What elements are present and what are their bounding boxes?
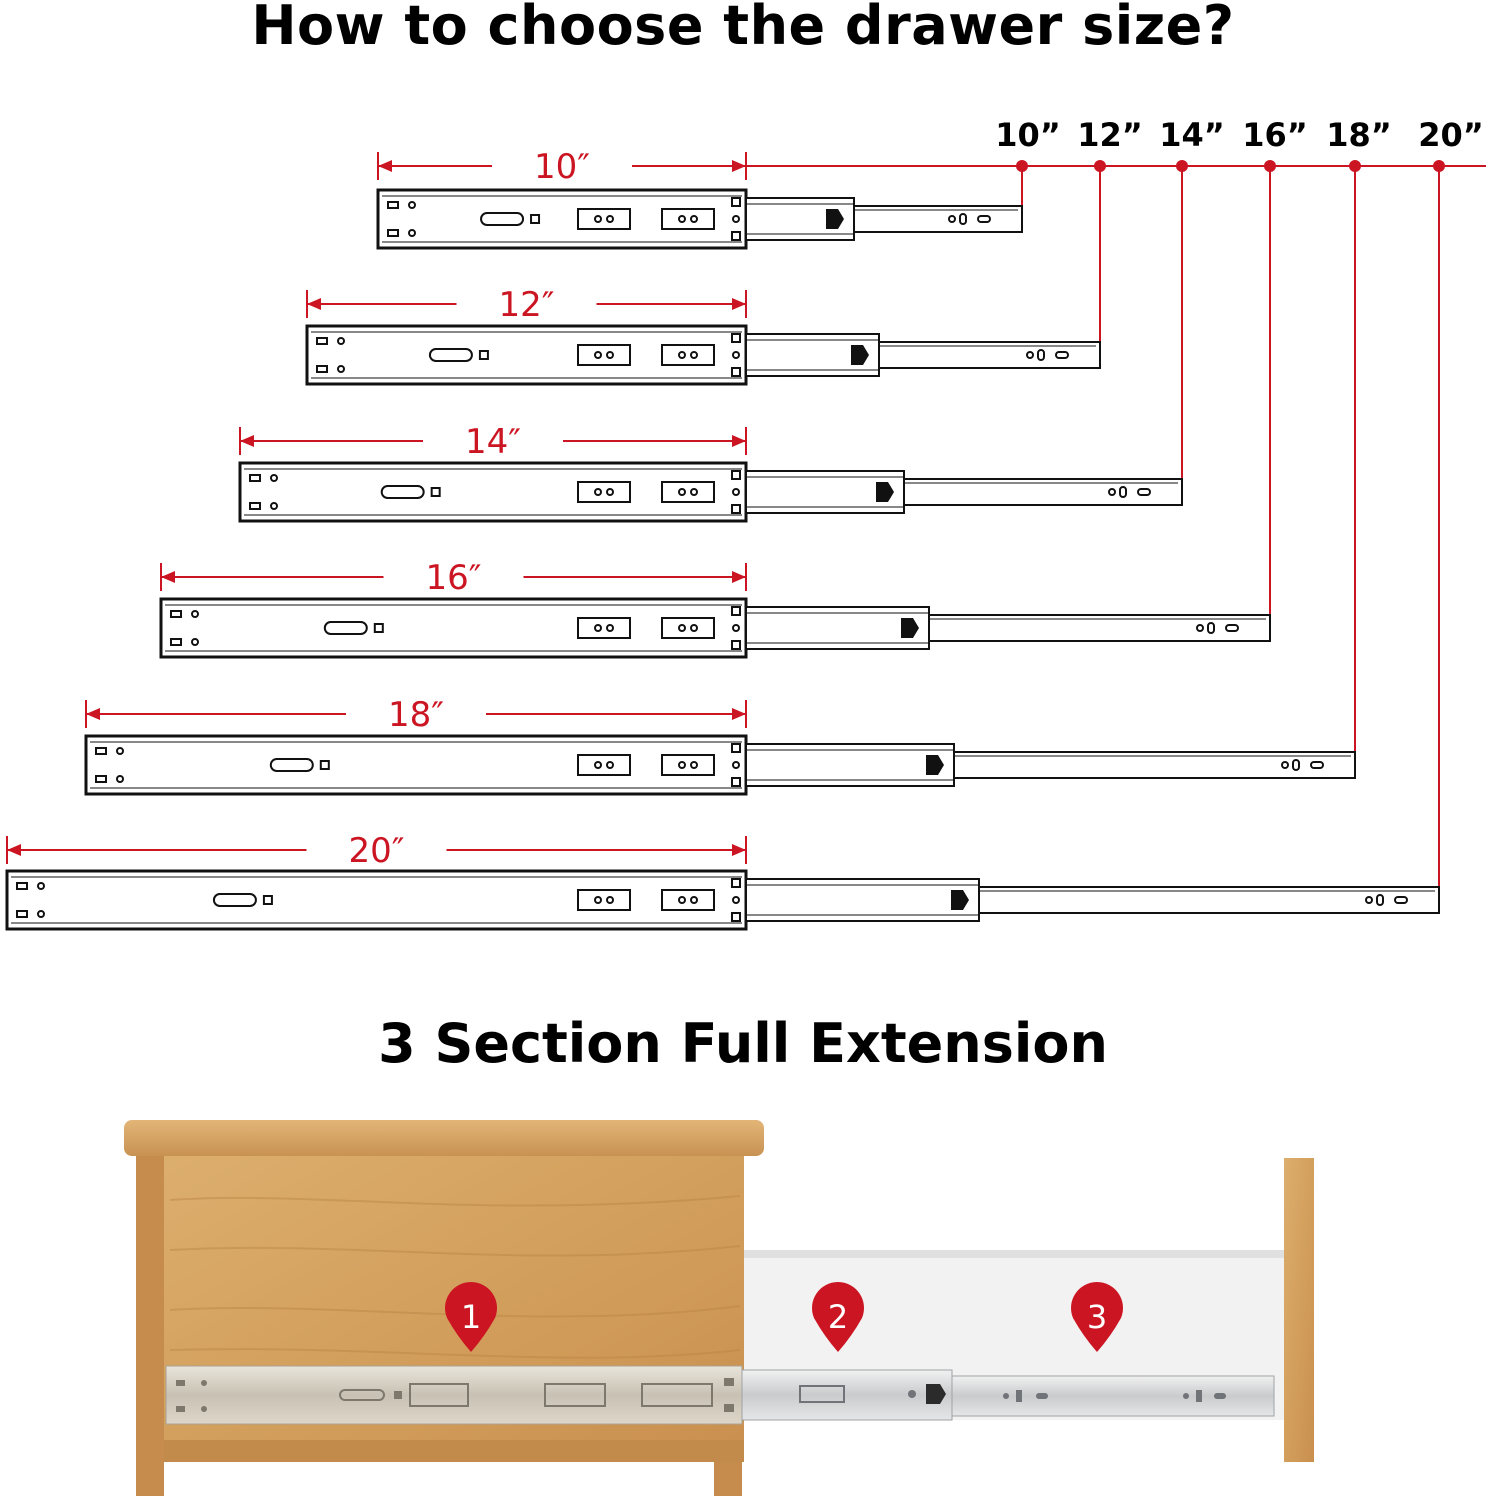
dimension-label: 16″ bbox=[425, 558, 482, 598]
size-scale-label: 20” bbox=[1418, 116, 1484, 154]
arrow-right-icon bbox=[732, 571, 746, 583]
arrow-right-icon bbox=[732, 435, 746, 447]
size-scale-label: 10” bbox=[995, 116, 1061, 154]
size-scale-label: 12” bbox=[1077, 116, 1143, 154]
cabinet-side-left bbox=[136, 1156, 164, 1496]
rail-section-2 bbox=[742, 1370, 952, 1420]
drawer-front bbox=[1284, 1158, 1314, 1462]
size-dot bbox=[1264, 160, 1276, 172]
arrow-left-icon bbox=[161, 571, 175, 583]
dimension-label: 10″ bbox=[534, 147, 590, 187]
dimension-label: 20″ bbox=[348, 831, 405, 871]
arrow-right-icon bbox=[732, 708, 746, 720]
outer-rail bbox=[307, 326, 746, 384]
section-title: 3 Section Full Extension bbox=[378, 1012, 1108, 1075]
marker-1-label: 1 bbox=[460, 1298, 482, 1336]
arrow-left-icon bbox=[307, 298, 321, 310]
arrow-left-icon bbox=[7, 844, 21, 856]
outer-rail bbox=[161, 599, 746, 657]
arrow-right-icon bbox=[732, 298, 746, 310]
page-title: How to choose the drawer size? bbox=[251, 0, 1235, 57]
marker-3-label: 3 bbox=[1086, 1298, 1108, 1336]
size-scale-label: 18” bbox=[1326, 116, 1392, 154]
arrow-left-icon bbox=[378, 160, 392, 172]
slide-row bbox=[378, 144, 1028, 248]
arrow-right-icon bbox=[732, 844, 746, 856]
size-dot bbox=[1094, 160, 1106, 172]
slide-row bbox=[7, 160, 1445, 929]
cabinet-bottom bbox=[164, 1440, 744, 1462]
size-dot bbox=[1433, 160, 1445, 172]
arrow-left-icon bbox=[240, 435, 254, 447]
marker-2-label: 2 bbox=[827, 1298, 849, 1336]
cabinet-leg bbox=[714, 1462, 742, 1496]
size-scale-label: 16” bbox=[1242, 116, 1308, 154]
dimension-label: 12″ bbox=[498, 285, 555, 325]
size-dot bbox=[1349, 160, 1361, 172]
arrow-left-icon bbox=[86, 708, 100, 720]
dimension-label: 14″ bbox=[465, 422, 521, 462]
size-dot bbox=[1176, 160, 1188, 172]
dimension-label: 18″ bbox=[388, 695, 444, 735]
arrow-right-icon bbox=[732, 160, 746, 172]
cabinet-top bbox=[124, 1120, 764, 1156]
cabinet-illustration bbox=[0, 1100, 1486, 1500]
size-dot bbox=[1016, 160, 1028, 172]
rail-section-1 bbox=[166, 1366, 742, 1424]
outer-rail bbox=[240, 463, 746, 521]
size-scale-label: 14” bbox=[1159, 116, 1225, 154]
outer-rail bbox=[86, 736, 746, 794]
outer-rail bbox=[7, 871, 746, 929]
